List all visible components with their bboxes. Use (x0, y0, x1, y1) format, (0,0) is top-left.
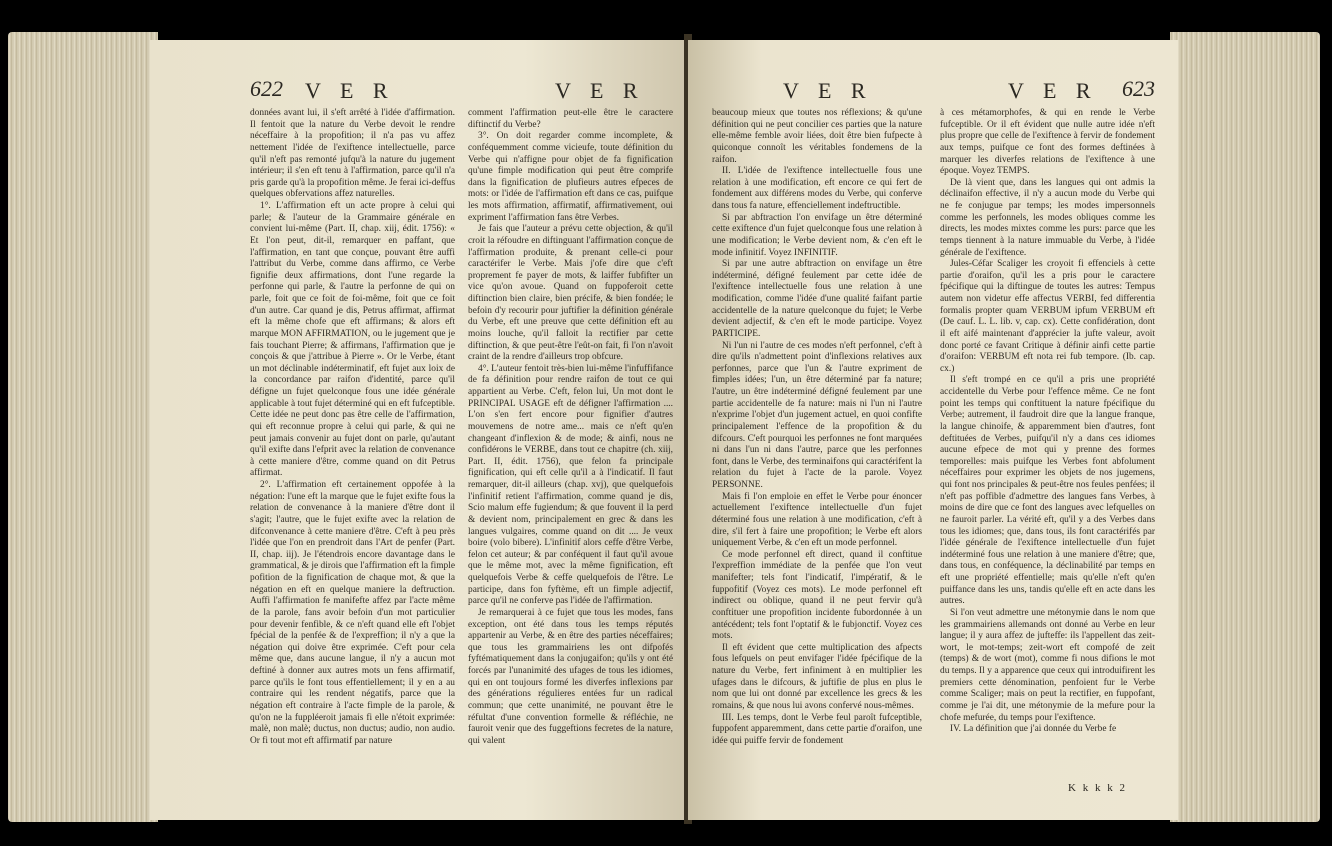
paragraph: Si l'on veut admettre une métonymie dans le nom que les grammairiens allemands ont donné au Verbe en leur langue; il y aura affez de jufteffe: ils l'appellent das zeit-wort, le mot-temps; zeit-wort eft compofé de zeit (temps) & de wort (mot), comme fi nous difions le mot du temps. Il y a apparence que ceux qui introduifirent les premiers cette dénomination, penfoient fur le Verbe comme Scaliger; mais on peut la rectifier, en fuppofant, comme je l'ai dit, une métonymie de la mefure pour la chofe mefurée, du temps pour l'exiftence. (940, 607, 1155, 723)
paragraph: Il eft évident que cette multiplication des afpects fous lefquels on peut envifager l'idée fpécifique de la nature du Verbe, fert infiniment à en multiplier les ufages dans le difcours, & juftifie de plus en plus le nom que lui ont donné par excellence les grecs & les romains, & que nous lui avons confervé nous-mêmes. (712, 642, 922, 711)
left-page-edges (8, 32, 158, 822)
left-page (150, 40, 686, 820)
paragraph: Ce mode perfonnel eft direct, quand il conftitue l'expreffion immédiate de la penfée que l'on veut manifefter; tels font l'indicatif, l'impératif, & le fuppofitif (Voyez ces mots). Le mode perfonnel eft indirect ou oblique, quand il ne peut fervir qu'à conftituer une propofition incidente fubordonnée à un antécédent; tels font l'optatif & le fubjonctif. Voyez ces mots. (712, 549, 922, 642)
paragraph: à ces métamorphofes, & qui en rende le Verbe fufceptible. Or il eft évident que nulle autre idée n'eft plus propre que celle de l'exiftence à fervir de fondement aux temps, puifque ce font des formes deftinées à marquer les diverfes relations de l'exiftence à une époque. Voyez TEMPS. (940, 108, 1155, 177)
paragraph: 2°. L'affirmation eft certainement oppofée à la négation: l'une eft la marque que le fujet exifte fous la relation de convenance à la maniere d'être dont il s'agit; l'autre, que le fujet exifte avec la relation de difconvenance à cette maniere d'être. C'eft à peu près l'idée que l'on en prendroit dans l'Art de penfer (Part. II, chap. iij). Je l'étendrois encore davantage dans le grammatical, & je dirois que l'affirmation eft la fimple pofition de la fignification de chaque mot, & que la négation en eft en quelque maniere la deftruction. Auffi l'affirmation fe manifefte affez par l'acte même de la parole, fans avoir befoin d'un mot particulier pour devenir fenfible, & ce n'eft quand elle eft l'objet fpécial de la penfée & de l'expreffion; il n'y a que la négation qui doive être exprimée. C'eft pour cela même que, dans aucune langue, il n'y a aucun mot deftiné à donner aux autres mots un fens affirmatif, parce qu'ils le font tous effentiellement; il y en a au contraire qui les rendent négatifs, parce que la négation eft contraire à l'acte fimple de la parole, & qu'on ne la fuppléeroit jamais fi elle n'étoit exprimée: malè, non malè; ductus, non ductus; audio, non audio. Or fi tout mot eft affirmatif par nature (250, 480, 455, 746)
right-page-column-2 (940, 108, 1155, 736)
paragraph: 3°. On doit regarder comme incomplete, & conféquemment comme vicieufe, toute définition du Verbe qui n'affigne pour objet de fa fignification qu'une fimple modification qui peut être comprife dans la fignification de plufieurs autres efpeces de mots: or l'idée de l'affirmation eft dans ce cas, puifque les mots affirmation, affirmatif, affirmativement, oui expriment l'affirmation fans être Verbes. (468, 131, 673, 223)
left-page-column-2 (468, 108, 673, 747)
running-head-left-a: V E R (305, 78, 395, 103)
paragraph: données avant lui, il s'eft arrêté à l'idée d'affirmation. Il fentoit que la nature du Verbe devoit le rendre néceffaire à la propofition; il n'a pas vu affez nettement l'idée de l'exiftence intellectuelle, parce qu'il n'eft pas remonté jufqu'à la nature du jugement intérieur; il s'en eft tenu à l'affirmation, parce qu'il n'a pris garde qu'à la propofition même. Je ferai ici-deffus quelques obfervations affez naturelles. (250, 108, 455, 200)
paragraph: Ni l'un ni l'autre de ces modes n'eft perfonnel, c'eft à dire qu'ils n'admettent point d'inflexions relatives aux perfonnes, parce que l'un & l'autre expriment de fimples idées; l'un, un être déterminé par fa nature; l'autre, un être indéterminé défigné feulement par une partie accidentelle de fa nature: mais ni l'un ni l'autre n'exprime l'objet d'un jugement actuel, en quoi confifte principalement l'effence de la propofition & du difcours. C'eft pourquoi les perfonnes ne font marquées ni dans l'un ni dans l'autre, parce que les perfonnes font, dans le Verbe, des terminaifons qui caractérifent la relation du fujet à l'acte de la parole. Voyez PERSONNE. (712, 340, 922, 490)
paragraph: Il s'eft trompé en ce qu'il a pris une propriété accidentelle du Verbe pour l'effence même. Ce ne font point les temps qui conftituent la nature fpécifique du Verbe; autrement, il faudroit dire que la langue franque, la langue chinoife, & apparemment bien d'autres, font deftituées de Verbes, puifqu'il n'y a dans ces idiomes aucune efpece de mot qui y prenne des formes temporelles: mais puifque les Verbes font abfolument néceffaires pour exprimer les objets de nos jugemens, qui font nos principales & peut-être nos feules penfées; il n'eft pas poffible d'admettre des langues fans Verbes, à moins de dire que ce font des langues avec lefquelles on ne fauroit parler. La vérité eft, qu'il y a des Verbes dans tous les idiomes; que, dans tous, ils font caractérifés par l'idée générale de l'exiftence intellectuelle d'un fujet indéterminé fous une relation à une maniere d'être; que, dans tous, en conféquence, la déclinabilité par temps en eft une propriété effentielle; mais qu'elle n'eft qu'en puiffance dans les uns, tandis qu'elle eft en acte dans les autres. (940, 375, 1155, 607)
paragraph: III. Les temps, dont le Verbe feul paroît fufceptible, fuppofent apparemment, dans cette partie d'oraifon, une idée qui puiffe fervir de fondement (712, 712, 922, 746)
right-page-column-1 (712, 108, 922, 747)
signature-mark: K k k k 2 (1068, 782, 1127, 794)
paragraph: Si par une autre abftraction on envifage un être indéterminé, défigné feulement par cette idée de l'exiftence intellectuelle fous une relation à une modification, comme l'idée d'une qualité faifant partie accidentelle de la nature quelconque du fujet; le Verbe devient adjectif, & c'en eft le mode participe. Voyez PARTICIPE. (712, 259, 922, 339)
right-page (688, 40, 1178, 820)
page-number-right: 623 (1122, 76, 1155, 101)
left-page-column-1 (250, 108, 455, 747)
paragraph: 4°. L'auteur fentoit très-bien lui-même l'infuffifance de fa définition pour rendre raifon de tout ce qui appartient au Verbe. C'eft, felon lui, Un mot dont le PRINCIPAL USAGE eft de défigner l'affirmation .... L'on s'en fert encore pour fignifier d'autres mouvemens de notre ame... mais ce n'eft qu'en changeant d'inflexion & de mode; & ainfi, nous ne confidérons le VERBE, dans tout ce chapitre (ch. xiij, Part. II, édit. 1756), que felon fa principale fignification, qui eft celle qu'il a à l'indicatif. Il faut remarquer, dit-il ailleurs (chap. xvj), que quelquefois l'infinitif retient l'affirmation, comme quand je dis, Scio malum effe fugiendum; & que fouvent il la perd & devient nom, principalement en grec & dans les langues vulgaires, comme quand on dit .... Je veux boire (volo bibere). L'infinitif alors ceffe d'être Verbe, felon cet auteur; & par conféquent il faut qu'il avoue que le même mot, avec la même fignification, eft quelquefois Verbe & ceffe quelquefois de l'être. Le participe, dans fon fyftème, eft un fimple adjectif, parce qu'il ne conferve pas l'idée de l'affirmation. (468, 363, 673, 607)
paragraph: De là vient que, dans les langues qui ont admis la déclinaifon effective, il n'y a aucun mode du Verbe qui ne fe conjugue par temps; les modes impersonnels comme les perfonnels, les modes obliques comme les directs, les modes mixtes comme les purs: parce que les temps tiennent à la nature immuable du Verbe, à l'idée générale de l'exiftence. (940, 177, 1155, 258)
paragraph: Je fais que l'auteur a prévu cette objection, & qu'il croit la réfoudre en diftinguant l'affirmation conçue de l'affirmation produite, & prenant celle-ci pour caractérifer le Verbe. Mais j'ofe dire que c'eft proprement fe payer de mots, & laiffer fubfifter un vice qu'on avoue. Quand on fuppoferoit cette diftinction bien claire, bien précife, & bien fondée; le befoin d'y recourir pour juftifier la définition générale du Verbe, eft une preuve que cette définition eft au moins louche, qu'il falloit la rectifier par cette diftinction, & que peut-être l'eût-on fait, fi l'on n'avoit craint de la rendre d'ailleurs trop obfcure. (468, 224, 673, 363)
paragraph: beaucoup mieux que toutes nos réflexions; & qu'une définition qui ne peut concilier ces parties que la nature elle-même femble avoir liées, doit être bien fufpecte à quiconque connoît les véritables fondemens de la raifon. (712, 108, 922, 165)
paragraph: Je remarquerai à ce fujet que tous les modes, fans exception, ont été dans tous les temps réputés appartenir au Verbe, & en être des parties néceffaires; que tous les grammairiens les ont difpofés fyftématiquement dans la conjugaifon; qu'ils y ont été forcés par l'unanimité des ufages de tous les idiomes, qui en ont toujours formé les diverfes inflexions par des générations régulieres entées fur un radical commun; que cette unanimité, ne pouvant être le réfultat d'une convention formelle & réfléchie, ne fauroit venir que des fuggeftions fecretes de la nature, qui valent (468, 607, 673, 746)
running-head-right-b: V E R (1008, 78, 1098, 103)
paragraph: IV. La définition que j'ai donnée du Verbe fe (950, 724, 1117, 735)
paragraph: comment l'affirmation peut-elle être le caractere diftinctif du Verbe? (468, 108, 673, 130)
page-number-left: 622 (250, 76, 283, 101)
right-page-edges (1170, 32, 1320, 822)
paragraph: Jules-Céfar Scaliger les croyoit fi effenciels à cette partie d'oraifon, qu'il les a pris pour le caractere fpécifique qui la diftingue de toutes les autres: Tempus autem non videtur effe affectus VERBI, fed differentia formalis propter quam VERBUM ipfum VERBUM eft (De cauf. L. L. lib. v, cap. cx). Cette confidération, dont il eft aifé maintenant d'apprécier la jufte valeur, avoit donc porté ce favant Critique à définir ainfi cette partie d'oraifon: VERBUM eft nota rei fub tempore. (Ib. cap. cx.) (940, 259, 1155, 374)
paragraph: Mais fi l'on emploie en effet le Verbe pour énoncer actuellement l'exiftence intellectuelle d'un fujet déterminé fous une relation à une modification, c'eft à dire, s'il fert à faire une propofition; le Verbe eft alors uniquement Verbe, & c'en eft un mode perfonnel. (712, 491, 922, 549)
paragraph: II. L'idée de l'exiftence intellectuelle fous une relation à une modification, eft encore ce qui fert de fondement aux différens modes du Verbe, qui conferve dans tous fa nature, effenciellement indeftructible. (712, 166, 922, 211)
running-head-left-b: V E R (555, 78, 645, 103)
running-head-right-a: V E R (783, 78, 873, 103)
paragraph: 1°. L'affirmation eft un acte propre à celui qui parle; & l'auteur de la Grammaire générale en convient lui-même (Part. II, chap. xiij, édit. 1756): « Et l'on peut, dit-il, remarquer en paffant, que l'affirmation, en tant que conçue, pouvant être auffi l'attribut du Verbe, comme dans affirmo, ce Verbe fignifie deux affirmations, dont l'une regarde la perfonne qui parle, & l'autre la perfonne de qui on parle, foit que ce foit de foi-même, foit que ce foit d'un autre. Car quand je dis, Petrus affirmat, affirmat eft la même chofe que eft affirmans; & alors eft marque MON AFFIRMATION, ou le jugement que je fais touchant Pierre; & affirmans, l'affirmation que je conçois & que j'attribue à Pierre ». Or le Verbe, étant un mot déclinable indéterminatif, eft fujet aux loix de la concordance par raifon d'identité, parce qu'il défigne un fujet quelconque fous une idée générale applicable à tout fujet déterminé qui en eft fufceptible. Cette idée ne peut donc pas être celle de l'affirmation, qui eft reconnue propre à celui qui parle, & qui ne peut jamais convenir au fujet dont on parle, qu'autant qu'il exifte dans l'efprit avec la relation de convenance à cette maniere d'être, comme quand on dit Petrus affirmat. (250, 201, 455, 479)
paragraph: Si par abftraction l'on envifage un être déterminé cette exiftence d'un fujet quelconque fous une relation à une modification; le Verbe devient nom, & c'en eft le mode infinitif. Voyez INFINITIF. (712, 212, 922, 258)
